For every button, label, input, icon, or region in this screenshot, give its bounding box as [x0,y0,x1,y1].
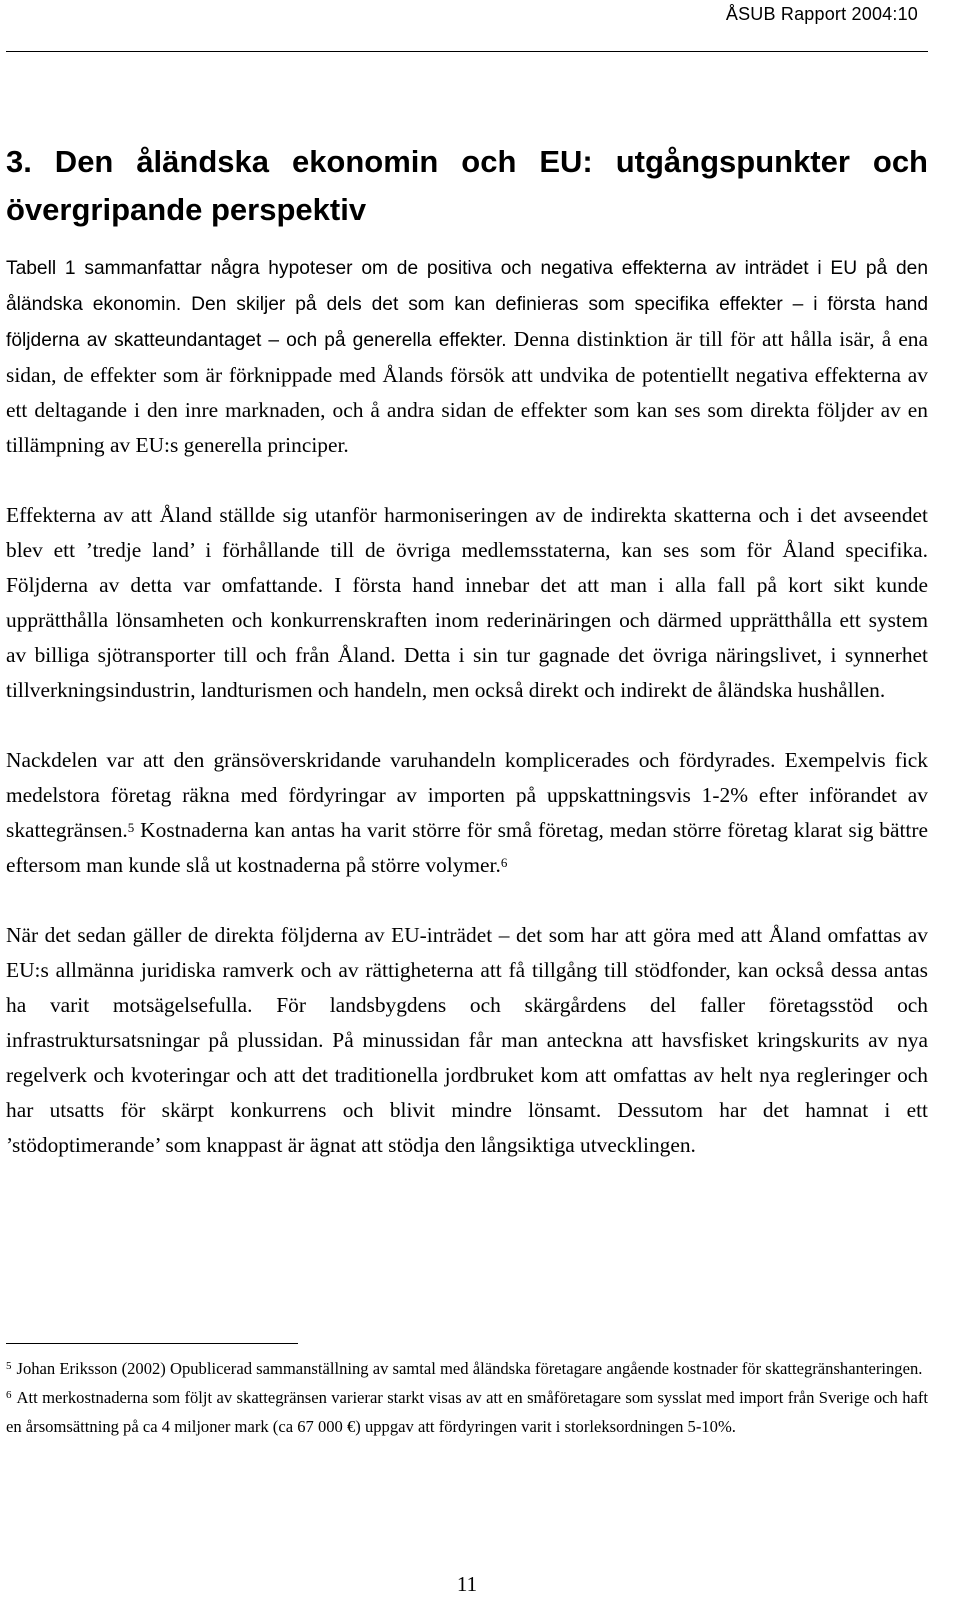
footnote-text: Att merkostnaderna som följt av skattegränsen varierar starkt visas av att en småföretagare som sysslat med import från Sverige och haft en årsomsättning på ca 4 miljoner mark (ca 67 000 €) uppgav att fördyringen varit i storleksordningen 5-10%. [6,1388,928,1436]
paragraph-1-intro: Tabell 1 sammanfattar några hypoteser om de positiva och negativa effekterna av inträdet i EU på den åländska ekonomin. Den skiljer på dels det som kan definieras som specifika effekter – i första hand följderna av skatteundantaget – och på generella effekter. [6,258,928,351]
footnote-ref-5[interactable]: 5 [127,820,135,835]
main-content [6,138,928,1198]
footnote-6 [6,1383,928,1441]
footnote-divider [6,1343,298,1344]
header-divider [6,51,928,52]
report-header: ÅSUB Rapport 2004:10 [725,4,918,24]
page-number: 11 [456,1572,478,1596]
footnote-number: 6 [6,1389,12,1401]
paragraph-3-part-b: Kostnaderna kan antas ha varit större för små företag, medan större företag klarat sig bättre eftersom man kunde slå ut kostnaderna på större volymer. [6,818,928,877]
footnote-ref-6[interactable]: 6 [500,855,508,870]
footnotes [6,1354,928,1441]
footnote-5 [6,1354,928,1383]
footnote-number: 5 [6,1360,12,1372]
section-title: 3. Den åländska ekonomin och EU: utgångspunkter och övergripande perspektiv [6,144,928,227]
paragraph-1 [6,250,928,463]
paragraph-4: När det sedan gäller de direkta följderna av EU-inträdet – det som har att göra med att Åland omfattas av EU:s allmänna juridiska ramverk och av rättigheterna att få tillgång till stödfonder, kan också dessa antas ha varit motsägelsefulla. För landsbygdens och skärgårdens del faller företagsstöd och infrastruktursatsningar på plussidan. På minussidan får man anteckna att havsfisket kringskurits av nya regelverk och kvoteringar och att det traditionella jordbruket kom att omfattas av helt nya regleringer och har utsatts för skärpt konkurrens och blivit mindre lönsamt. Dessutom har det hamnat i ett ’stödoptimerande’ som knappast är ägnat att stödja den långsiktiga utvecklingen. [6,923,928,1157]
paragraph-1-body: Denna distinktion är till för att hålla isär, å ena sidan, de effekter som är förknippade med Ålands försök att undvika de potentiellt negativa effekterna av ett deltagande i den inre marknaden, och å andra sidan de effekter som kan ses som direkta följder av en tillämpning av EU:s generella principer. [6,327,928,457]
paragraph-3-part-a: Nackdelen var att den gränsöverskridande varuhandeln komplicerades och fördyrades. Exempelvis fick medelstora företag räkna med fördyringar av importen på uppskattningsvis 1-2% efter införandet av skattegränsen. [6,748,928,842]
footnote-text: Johan Eriksson (2002) Opublicerad sammanställning av samtal med åländska företagare angående kostnader för skattegränshanteringen. [16,1359,923,1378]
paragraph-3 [6,743,928,883]
paragraph-2: Effekterna av att Åland ställde sig utanför harmoniseringen av de indirekta skatterna och i det avseendet blev ett ’tredje land’ i förhållande till de övriga medlemsstaterna, kan ses som för Åland specifika. Följderna av detta var omfattande. I första hand innebar det att man i alla fall på kort sikt kunde upprätthålla lönsamheten och konkurrenskraften inom rederinäringen och därmed upprätthålla ett system av billiga sjötransporter till och från Åland. Detta i sin tur gagnade det övriga näringslivet, i synnerhet tillverkningsindustrin, landturismen och handeln, men också direkt och indirekt de åländska hushållen. [6,503,928,702]
